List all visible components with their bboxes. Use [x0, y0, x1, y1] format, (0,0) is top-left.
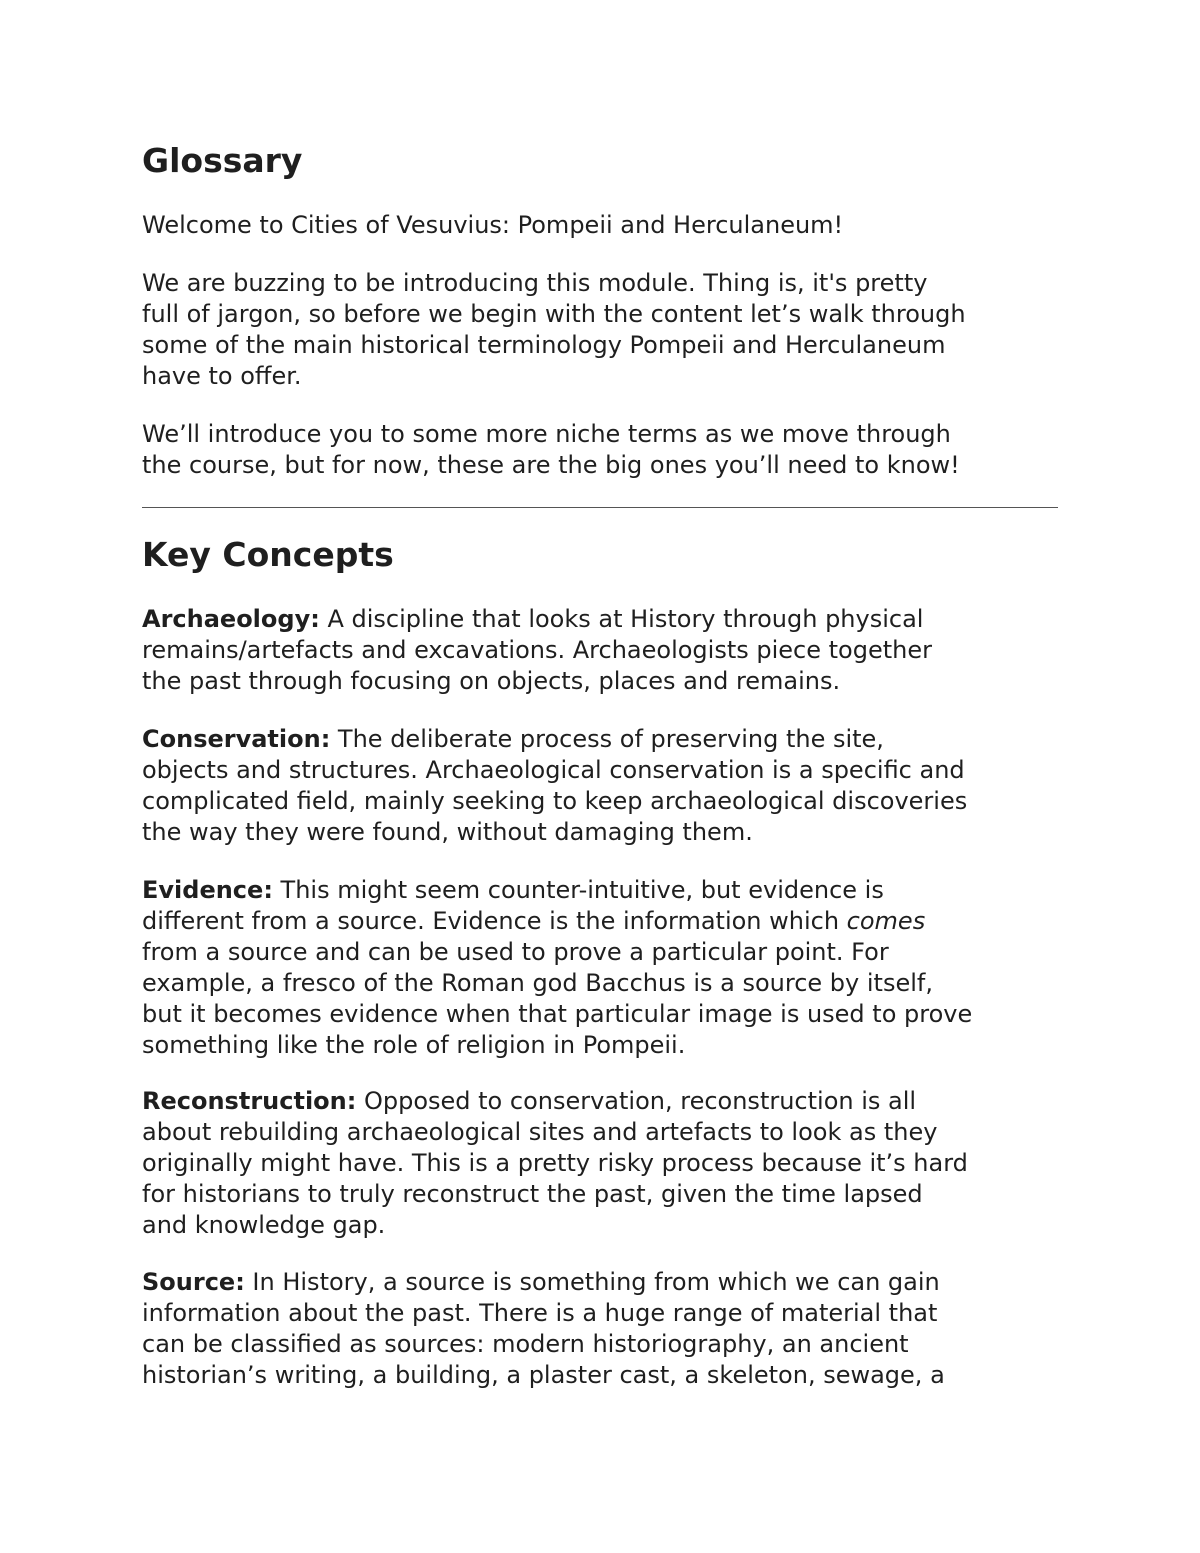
emphasis-text: comes: [846, 907, 926, 935]
glossary-term: Conservation:: [142, 725, 331, 753]
definition-line: The deliberate process of preserving the site,: [330, 725, 884, 753]
welcome-text: Welcome to Cities of Vesuvius: Pompeii and Herculaneum!: [142, 211, 844, 239]
intro-paragraph: [142, 268, 1060, 392]
definition-line: historian’s writing, a building, a plaster cast, a skeleton, sewage, a: [142, 1361, 945, 1389]
glossary-entry-conservation: [142, 724, 1060, 848]
definition-line: In History, a source is something from which we can gain: [244, 1268, 940, 1296]
definition-line: and knowledge gap.: [142, 1211, 386, 1239]
intro-line: the course, but for now, these are the big ones you’ll need to know!: [142, 451, 960, 479]
definition-line: A discipline that looks at History through physical: [319, 605, 924, 633]
glossary-entry-archaeology: [142, 604, 1060, 697]
definition-line: objects and structures. Archaeological conservation is a specific and: [142, 756, 965, 784]
definition-line: the past through focusing on objects, places and remains.: [142, 667, 841, 695]
definition-line: but it becomes evidence when that particular image is used to prove: [142, 1000, 973, 1028]
definition-line: complicated field, mainly seeking to keep archaeological discoveries: [142, 787, 968, 815]
definition-line: something like the role of religion in Pompeii.: [142, 1031, 686, 1059]
glossary-term: Archaeology:: [142, 605, 320, 633]
glossary-entry-reconstruction: [142, 1086, 1060, 1241]
definition-line: for historians to truly reconstruct the past, given the time lapsed: [142, 1180, 923, 1208]
definition-line: example, a fresco of the Roman god Bacchus is a source by itself,: [142, 969, 933, 997]
definition-line: from a source and can be used to prove a particular point. For: [142, 938, 889, 966]
intro-line: some of the main historical terminology Pompeii and Herculaneum: [142, 331, 946, 359]
horizontal-divider: [142, 507, 1058, 508]
definition-line: the way they were found, without damaging them.: [142, 818, 753, 846]
intro-line: We are buzzing to be introducing this module. Thing is, it's pretty: [142, 269, 928, 297]
definition-line: information about the past. There is a huge range of material that: [142, 1299, 938, 1327]
glossary-entry-evidence: [142, 875, 1060, 1061]
page-title: Glossary: [142, 141, 303, 180]
definition-line: can be classified as sources: modern historiography, an ancient: [142, 1330, 909, 1358]
definition-line: different from a source. Evidence is the information which: [142, 907, 847, 935]
intro-paragraph-2: [142, 419, 1060, 481]
definition-line: This might seem counter-intuitive, but evidence is: [272, 876, 884, 904]
definition-line: about rebuilding archaeological sites and artefacts to look as they: [142, 1118, 938, 1146]
glossary-term: Evidence:: [142, 876, 273, 904]
glossary-term: Source:: [142, 1268, 245, 1296]
intro-line: full of jargon, so before we begin with the content let’s walk through: [142, 300, 966, 328]
definition-line: remains/artefacts and excavations. Archaeologists piece together: [142, 636, 932, 664]
definition-line: originally might have. This is a pretty risky process because it’s hard: [142, 1149, 968, 1177]
section-title: Key Concepts: [142, 535, 394, 574]
intro-line: have to offer.: [142, 362, 302, 390]
definition-line: Opposed to conservation, reconstruction is all: [356, 1087, 917, 1115]
glossary-term: Reconstruction:: [142, 1087, 357, 1115]
glossary-entry-source: [142, 1267, 1060, 1391]
intro-line: We’ll introduce you to some more niche terms as we move through: [142, 420, 951, 448]
